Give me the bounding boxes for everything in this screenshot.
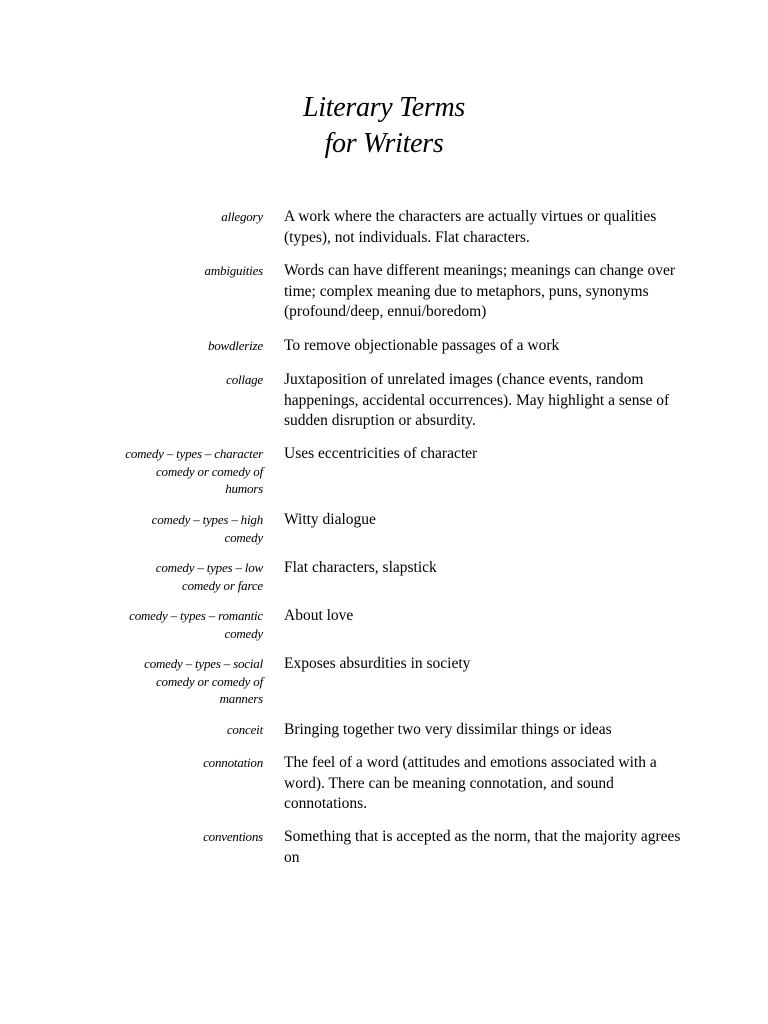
glossary-term-line: comedy – types – character [125,446,263,461]
glossary-term-line: comedy or farce [182,577,263,593]
glossary-term-line: comedy or comedy of [155,673,263,689]
glossary-term-line: conceit [226,722,263,737]
glossary-definition: A work where the characters are actually virtues or qualities (types), not individuals. Flat characters. [284,208,657,246]
glossary-term [0,720,263,739]
glossary-term [0,207,263,226]
title-line-2: for Writers [324,128,444,159]
glossary-entry [0,336,768,355]
glossary-definition: Witty dialogue [284,511,376,528]
glossary-entry [0,606,768,642]
glossary-term [0,606,263,642]
glossary-term-line: comedy [224,625,263,641]
glossary-term-line: comedy [224,529,263,545]
glossary-term-line: comedy or comedy of [155,463,263,479]
glossary-entry [0,654,768,708]
glossary-term-line: manners [219,691,263,706]
glossary-entry [0,827,768,866]
glossary-term-line: bowdlerize [207,338,263,353]
glossary-definition: To remove objectionable passages of a work [284,337,560,354]
glossary-term [0,444,263,498]
glossary-term-line: connotation [203,755,263,770]
glossary-entry [0,720,768,739]
page-title [0,90,768,162]
glossary-term-line: humors [225,481,263,496]
glossary-term-line: comedy – types – low [155,560,263,575]
glossary-entry [0,753,768,812]
glossary-term [0,510,263,546]
glossary-term [0,558,263,594]
glossary-term [0,654,263,708]
glossary-definition: About love [284,607,354,624]
glossary-entry [0,207,768,246]
glossary-entry [0,370,768,429]
glossary-term-line: conventions [203,829,263,844]
glossary-entry [0,558,768,594]
glossary-term-line: collage [226,372,263,387]
glossary-term [0,261,263,280]
glossary-definition: Bringing together two very dissimilar things or ideas [284,721,612,738]
glossary-definition: Words can have different meanings; meanings can change over time; complex meaning due to metaphors, puns, synonyms (profound/deep, ennui/boredom) [284,262,675,320]
glossary-term-line: allegory [221,209,263,224]
glossary-definition: The feel of a word (attitudes and emotions associated with a word). There can be meaning connotation, and sound connotations. [284,754,657,812]
glossary-term-line: ambiguities [204,263,263,278]
glossary-definition: Exposes absurdities in society [284,655,471,672]
glossary-term [0,753,263,772]
glossary-definition: Juxtaposition of unrelated images (chance events, random happenings, accidental occurrences). May highlight a sense of sudden disruption or absurdity. [284,371,670,429]
glossary-term [0,336,263,355]
glossary-term-line: comedy – types – romantic [129,608,263,623]
glossary-term [0,370,263,389]
glossary-definition: Uses eccentricities of character [284,445,478,462]
glossary-entry [0,444,768,498]
glossary-term [0,827,263,846]
glossary-entry [0,261,768,320]
glossary-entry [0,510,768,546]
title-line-1: Literary Terms [302,92,466,123]
glossary-definition: Flat characters, slapstick [284,559,437,576]
glossary-term-line: comedy – types – high [151,512,263,527]
glossary-definition: Something that is accepted as the norm, that the majority agrees on [284,828,681,866]
glossary-term-line: comedy – types – social [144,656,263,671]
